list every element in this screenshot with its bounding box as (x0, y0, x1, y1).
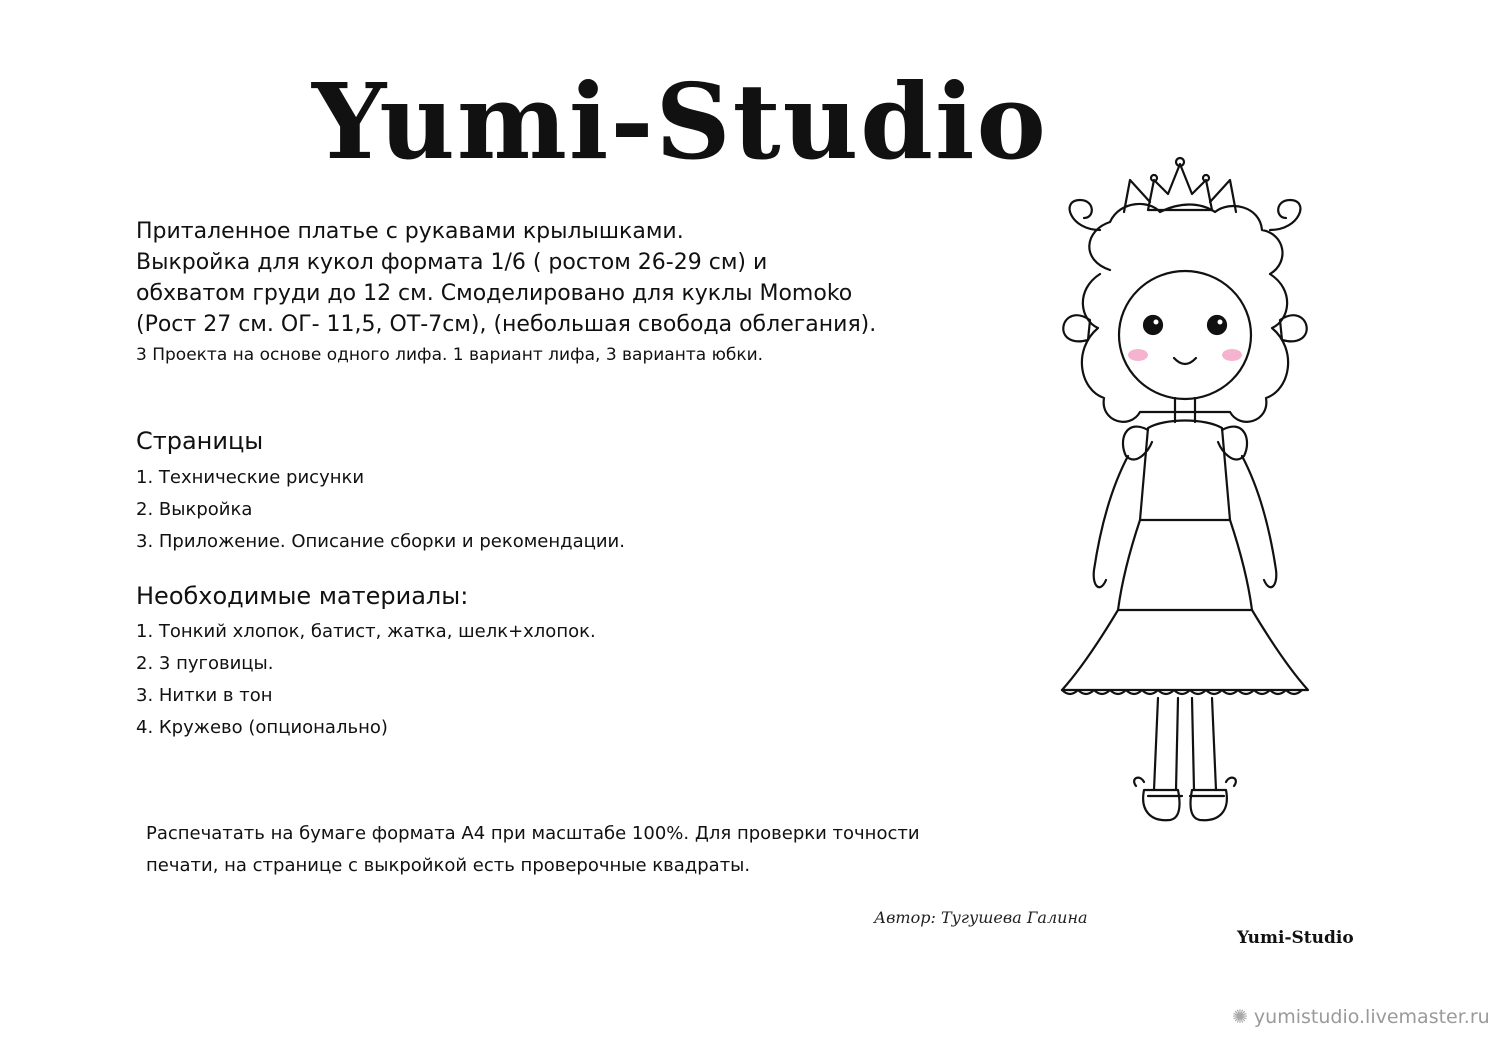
materials-heading: Необходимые материалы: (136, 582, 469, 610)
print-note-line: Распечатать на бумаге формата А4 при масштабе 100%. Для проверки точности (146, 823, 920, 844)
author-credit: Автор: Тугушева Галина (874, 908, 1088, 927)
doll-illustration (1040, 150, 1330, 850)
list-item: 2. Выкройка (136, 499, 253, 520)
pages-heading: Страницы (136, 427, 264, 455)
brand-signature: Yumi-Studio (1237, 928, 1354, 948)
face (1119, 271, 1251, 399)
list-item: 2. 3 пуговицы. (136, 653, 274, 674)
watermark-text: yumistudio.livemaster.ru (1253, 1006, 1490, 1028)
list-item: 3. Нитки в тон (136, 685, 273, 706)
print-note (146, 818, 920, 882)
intro-line: (Рост 27 см. ОГ- 11,5, ОТ-7см), (небольшая свобода облегания). (136, 312, 877, 337)
intro-line: обхватом груди до 12 см. Смоделировано для куклы Momoko (136, 281, 853, 306)
bodice (1140, 421, 1230, 521)
intro-line: Выкройка для кукол формата 1/6 ( ростом 26-29 см) и (136, 250, 768, 275)
list-item: 1. Тонкий хлопок, батист, жатка, шелк+хлопок. (136, 621, 596, 642)
logo-title: Yumi-Studio (312, 60, 1048, 183)
print-note-line: печати, на странице с выкройкой есть проверочные квадраты. (146, 855, 751, 876)
intro-line: Приталенное платье с рукавами крылышками. (136, 219, 684, 244)
list-item: 4. Кружево (опционально) (136, 717, 388, 738)
site-watermark (1232, 1006, 1490, 1028)
pages-list (136, 462, 625, 558)
snowflake-icon: ✺ (1232, 1006, 1248, 1028)
skirt (1062, 610, 1308, 690)
list-item: 3. Приложение. Описание сборки и рекомендации. (136, 531, 625, 552)
intro-note: 3 Проекта на основе одного лифа. 1 вариант лифа, 3 варианта юбки. (136, 345, 764, 365)
hair (1082, 204, 1288, 422)
materials-list (136, 616, 596, 744)
intro-block (136, 216, 1036, 370)
list-item: 1. Технические рисунки (136, 467, 365, 488)
crown (1148, 164, 1212, 210)
